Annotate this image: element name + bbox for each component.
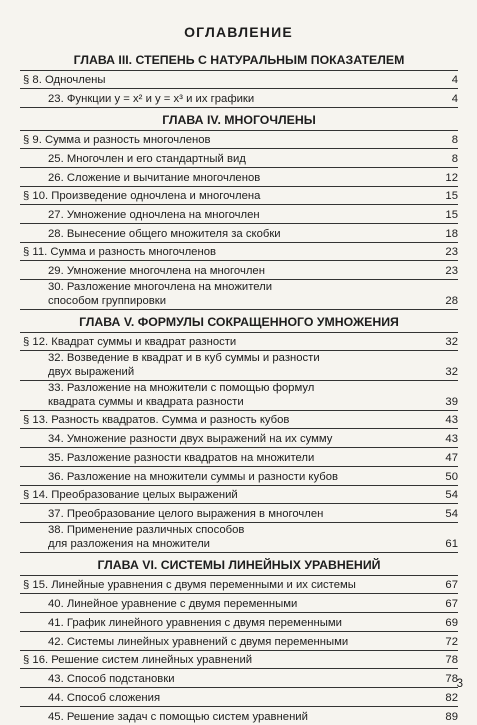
entry-page-number: 8 bbox=[451, 153, 458, 165]
chapter-heading: ГЛАВА V. ФОРМУЛЫ СОКРАЩЕННОГО УМНОЖЕНИЯ bbox=[20, 310, 458, 333]
entry-title bbox=[48, 92, 436, 107]
chapter-heading: ГЛАВА VI. СИСТЕМЫ ЛИНЕЙНЫХ УРАВНЕНИЙ bbox=[20, 553, 458, 576]
toc-section-entry bbox=[20, 71, 458, 89]
toc-section-entry bbox=[20, 411, 458, 429]
entry-page-number: 54 bbox=[445, 508, 458, 520]
entry-page-number: 15 bbox=[445, 209, 458, 221]
entry-page-number: 78 bbox=[445, 654, 458, 666]
entry-title-line: § 16. Решение систем линейных уравнений bbox=[23, 654, 253, 666]
entry-page-number: 67 bbox=[445, 598, 458, 610]
entry-title-line: двух выражений bbox=[48, 366, 135, 378]
entry-page-number: 32 bbox=[445, 366, 458, 378]
entry-title bbox=[48, 470, 436, 485]
toc-section-entry bbox=[20, 187, 458, 205]
entry-title-line: 30. Разложение многочлена на множители bbox=[48, 281, 273, 293]
entry-title-line: квадрата суммы и квадрата разности bbox=[48, 396, 244, 408]
toc-topic-entry bbox=[20, 594, 458, 613]
toc-section-entry bbox=[20, 333, 458, 351]
toc-topic-entry bbox=[20, 429, 458, 448]
entry-title-line: 26. Сложение и вычитание многочленов bbox=[48, 172, 261, 184]
entry-title bbox=[48, 710, 436, 725]
toc-topic-entry bbox=[20, 89, 458, 108]
toc-topic-entry bbox=[20, 205, 458, 224]
entry-page-number: 4 bbox=[451, 74, 458, 86]
toc-topic-entry bbox=[20, 613, 458, 632]
entry-title bbox=[48, 227, 436, 242]
entry-page-number: 78 bbox=[445, 673, 458, 685]
entry-page-number: 47 bbox=[445, 452, 458, 464]
toc-topic-entry bbox=[20, 523, 458, 553]
entry-title bbox=[48, 691, 436, 706]
entry-page-number: 61 bbox=[445, 538, 458, 550]
toc-topic-entry bbox=[20, 280, 458, 310]
entry-page-number: 8 bbox=[451, 134, 458, 146]
entry-page-number: 54 bbox=[445, 489, 458, 501]
entry-page-number: 43 bbox=[445, 414, 458, 426]
toc-section-entry bbox=[20, 131, 458, 149]
toc-topic-entry bbox=[20, 351, 458, 381]
toc-topic-entry bbox=[20, 688, 458, 707]
entry-title bbox=[48, 635, 436, 650]
toc-topic-entry bbox=[20, 224, 458, 243]
entry-page-number: 67 bbox=[445, 579, 458, 591]
entry-page-number: 12 bbox=[445, 172, 458, 184]
toc-topic-entry bbox=[20, 381, 458, 411]
entry-title-line: 42. Системы линейных уравнений с двумя переменными bbox=[48, 636, 349, 648]
entry-page-number: 50 bbox=[445, 471, 458, 483]
entry-title bbox=[23, 245, 436, 260]
entry-title-line: § 10. Произведение одночлена и многочлена bbox=[23, 190, 261, 202]
entry-title bbox=[48, 280, 436, 309]
entry-page-number: 15 bbox=[445, 190, 458, 202]
entry-title-line: 40. Линейное уравнение с двумя переменными bbox=[48, 598, 298, 610]
entry-title bbox=[48, 264, 436, 279]
toc-topic-entry bbox=[20, 669, 458, 688]
entry-title bbox=[23, 133, 436, 148]
entry-title bbox=[48, 507, 436, 522]
entry-title-line: 35. Разложение разности квадратов на множители bbox=[48, 452, 315, 464]
toc-section-entry bbox=[20, 243, 458, 261]
entry-page-number: 43 bbox=[445, 433, 458, 445]
toc-section-entry bbox=[20, 576, 458, 594]
toc-topic-entry bbox=[20, 504, 458, 523]
toc-section-entry bbox=[20, 651, 458, 669]
chapter-heading: ГЛАВА IV. МНОГОЧЛЕНЫ bbox=[20, 108, 458, 131]
entry-title bbox=[23, 413, 436, 428]
entry-title-line: § 14. Преобразование целых выражений bbox=[23, 489, 238, 501]
entry-page-number: 39 bbox=[445, 396, 458, 408]
entry-page-number: 18 bbox=[445, 228, 458, 240]
toc-topic-entry bbox=[20, 168, 458, 187]
entry-title-line: § 15. Линейные уравнения с двумя переменными и их системы bbox=[23, 579, 356, 591]
entry-title-line: § 9. Сумма и разность многочленов bbox=[23, 134, 211, 146]
entry-title bbox=[23, 488, 436, 503]
entry-title bbox=[23, 189, 436, 204]
entry-title bbox=[48, 432, 436, 447]
entry-title-line: 43. Способ подстановки bbox=[48, 673, 175, 685]
entry-page-number: 32 bbox=[445, 336, 458, 348]
toc-title: ОГЛАВЛЕНИЕ bbox=[184, 24, 293, 40]
toc-section-entry bbox=[20, 486, 458, 504]
entry-title-line: для разложения на множители bbox=[48, 538, 210, 550]
entry-title bbox=[48, 152, 436, 167]
entry-title-line: 25. Многочлен и его стандартный вид bbox=[48, 153, 246, 165]
entry-title-line: 32. Возведение в квадрат и в куб суммы и разности bbox=[48, 352, 320, 364]
entry-page-number: 69 bbox=[445, 617, 458, 629]
toc-topic-entry bbox=[20, 448, 458, 467]
entry-title bbox=[23, 653, 436, 668]
entry-title bbox=[48, 451, 436, 466]
table-of-contents bbox=[20, 48, 458, 725]
entry-title-line: 27. Умножение одночлена на многочлен bbox=[48, 209, 260, 221]
entry-title bbox=[23, 578, 436, 593]
entry-title-line: 41. График линейного уравнения с двумя переменными bbox=[48, 617, 342, 629]
entry-title bbox=[48, 351, 436, 380]
entry-title bbox=[23, 335, 436, 350]
entry-title bbox=[48, 616, 436, 631]
entry-title-line: § 12. Квадрат суммы и квадрат разности bbox=[23, 336, 237, 348]
entry-title-line: 44. Способ сложения bbox=[48, 692, 161, 704]
entry-title-line: 34. Умножение разности двух выражений на их сумму bbox=[48, 433, 333, 445]
entry-title-line: 28. Вынесение общего множителя за скобки bbox=[48, 228, 281, 240]
entry-page-number: 4 bbox=[451, 93, 458, 105]
entry-title-line: 38. Применение различных способов bbox=[48, 524, 245, 536]
entry-page-number: 28 bbox=[445, 295, 458, 307]
toc-topic-entry bbox=[20, 467, 458, 486]
entry-page-number: 23 bbox=[445, 265, 458, 277]
entry-title-line: 23. Функции y = x² и y = x³ и их графики bbox=[48, 93, 255, 105]
entry-title bbox=[23, 73, 436, 88]
chapter-heading: ГЛАВА III. СТЕПЕНЬ С НАТУРАЛЬНЫМ ПОКАЗАТЕЛЕМ bbox=[20, 48, 458, 71]
page-number: 3 bbox=[456, 678, 463, 690]
entry-title bbox=[48, 171, 436, 186]
toc-topic-entry bbox=[20, 149, 458, 168]
entry-title bbox=[48, 672, 436, 687]
entry-page-number: 82 bbox=[445, 692, 458, 704]
toc-topic-entry bbox=[20, 707, 458, 725]
entry-page-number: 72 bbox=[445, 636, 458, 648]
entry-page-number: 89 bbox=[445, 711, 458, 723]
entry-title bbox=[48, 523, 436, 552]
entry-title-line: § 11. Сумма и разность многочленов bbox=[23, 246, 216, 258]
entry-title bbox=[48, 208, 436, 223]
entry-title bbox=[48, 597, 436, 612]
entry-title-line: 36. Разложение на множители суммы и разности кубов bbox=[48, 471, 339, 483]
entry-title-line: 45. Решение задач с помощью систем уравнений bbox=[48, 711, 308, 723]
entry-title-line: способом группировки bbox=[48, 295, 167, 307]
toc-topic-entry bbox=[20, 261, 458, 280]
entry-title-line: § 8. Одночлены bbox=[23, 74, 106, 86]
entry-title-line: 33. Разложение на множители с помощью формул bbox=[48, 382, 315, 394]
toc-topic-entry bbox=[20, 632, 458, 651]
entry-title-line: 37. Преобразование целого выражения в многочлен bbox=[48, 508, 324, 520]
entry-title-line: § 13. Разность квадратов. Сумма и разность кубов bbox=[23, 414, 290, 426]
entry-title bbox=[48, 381, 436, 410]
entry-page-number: 23 bbox=[445, 246, 458, 258]
entry-title-line: 29. Умножение многочлена на многочлен bbox=[48, 265, 265, 277]
